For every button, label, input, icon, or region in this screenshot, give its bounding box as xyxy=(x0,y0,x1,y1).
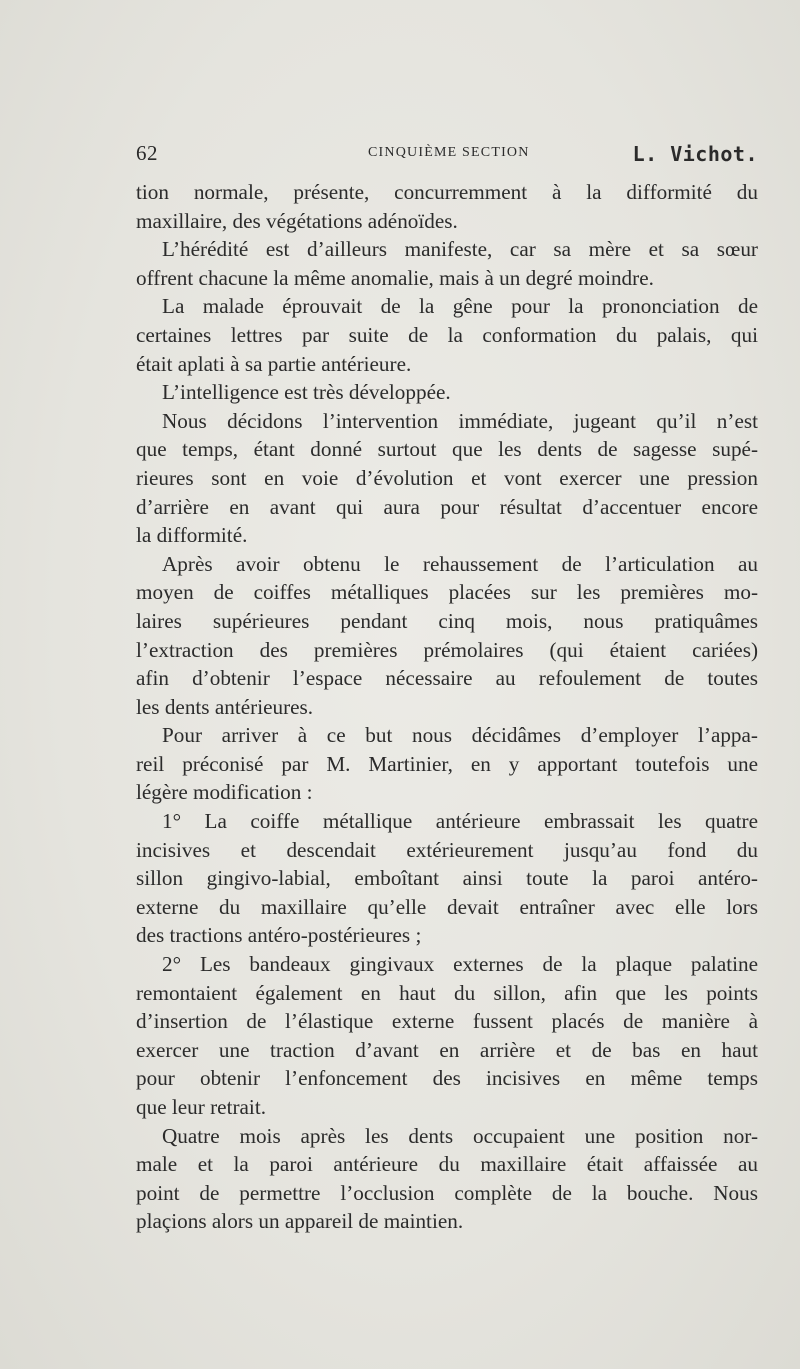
text-line: des tractions antéro-postérieures ; xyxy=(136,923,422,948)
text-line: plaçions alors un appareil de maintien. xyxy=(136,1209,464,1234)
text-line: reil préconisé par M. Martinier, en y apportant toutefois une xyxy=(136,751,758,776)
text-line: que temps, étant donné surtout que les dents de sagesse supé- xyxy=(136,437,758,462)
text-line: exercer une traction d’avant en arrière et de bas en haut xyxy=(136,1037,758,1062)
text-line: pour obtenir l’enfoncement des incisives en même temps xyxy=(136,1066,758,1091)
body-text xyxy=(136,178,758,1236)
text-line: les dents antérieures. xyxy=(136,694,314,719)
text-line: incisives et descendait extérieurement jusqu’au fond du xyxy=(136,837,758,862)
text-line: d’arrière en avant qui aura pour résultat d’accentuer encore xyxy=(136,494,758,519)
text-line: Après avoir obtenu le rehaussement de l’articulation au xyxy=(162,551,758,576)
text-line: maxillaire, des végétations adénoïdes. xyxy=(136,208,458,233)
section-title: CINQUIÈME SECTION xyxy=(368,145,530,160)
text-line: male et la paroi antérieure du maxillaire était affaissée au xyxy=(136,1152,758,1177)
text-line: afin d’obtenir l’espace nécessaire au refoulement de toutes xyxy=(136,666,758,691)
running-header xyxy=(136,141,758,169)
text-line: que leur retrait. xyxy=(136,1095,267,1119)
text-line: La malade éprouvait de la gêne pour la prononciation de xyxy=(162,294,758,319)
author-name: L. Vichot. xyxy=(632,142,758,166)
text-line: moyen de coiffes métalliques placées sur les premières mo- xyxy=(136,580,758,605)
text-line: la difformité. xyxy=(136,523,248,548)
text-line: d’insertion de l’élastique externe fussent placés de manière à xyxy=(136,1009,758,1034)
text-line: tion normale, présente, concurremment à la difformité du xyxy=(136,180,758,204)
text-line: point de permettre l’occlusion complète de la bouche. Nous xyxy=(136,1180,758,1205)
text-line: rieures sont en voie d’évolution et vont exercer une pression xyxy=(136,465,758,490)
text-line: Pour arriver à ce but nous décidâmes d’employer l’appa- xyxy=(162,723,758,748)
text-line: certaines lettres par suite de la conformation du palais, qui xyxy=(136,322,758,347)
text-line: 1° La coiffe métallique antérieure embrassait les quatre xyxy=(162,809,758,834)
text-line: était aplati à sa partie antérieure. xyxy=(136,351,412,376)
text-line: L’intelligence est très développée. xyxy=(162,380,451,405)
text-line: remontaient également en haut du sillon, afin que les points xyxy=(136,980,758,1005)
text-line: laires supérieures pendant cinq mois, nous pratiquâmes xyxy=(136,608,758,633)
text-line: L’hérédité est d’ailleurs manifeste, car sa mère et sa sœur xyxy=(162,237,758,262)
text-line: 2° Les bandeaux gingivaux externes de la plaque palatine xyxy=(162,952,758,977)
text-line: sillon gingivo-labial, emboîtant ainsi toute la paroi antéro- xyxy=(136,866,758,891)
text-line: offrent chacune la même anomalie, mais à un degré moindre. xyxy=(136,265,654,290)
text-line: Quatre mois après les dents occupaient une position nor- xyxy=(162,1123,758,1148)
text-line: légère modification : xyxy=(136,780,313,805)
text-line: l’extraction des premières prémolaires (qui étaient cariées) xyxy=(136,637,758,662)
text-line: externe du maxillaire qu’elle devait entraîner avec elle lors xyxy=(136,894,758,919)
page-number: 62 xyxy=(136,141,158,165)
text-line: Nous décidons l’intervention immédiate, jugeant qu’il n’est xyxy=(162,408,758,433)
